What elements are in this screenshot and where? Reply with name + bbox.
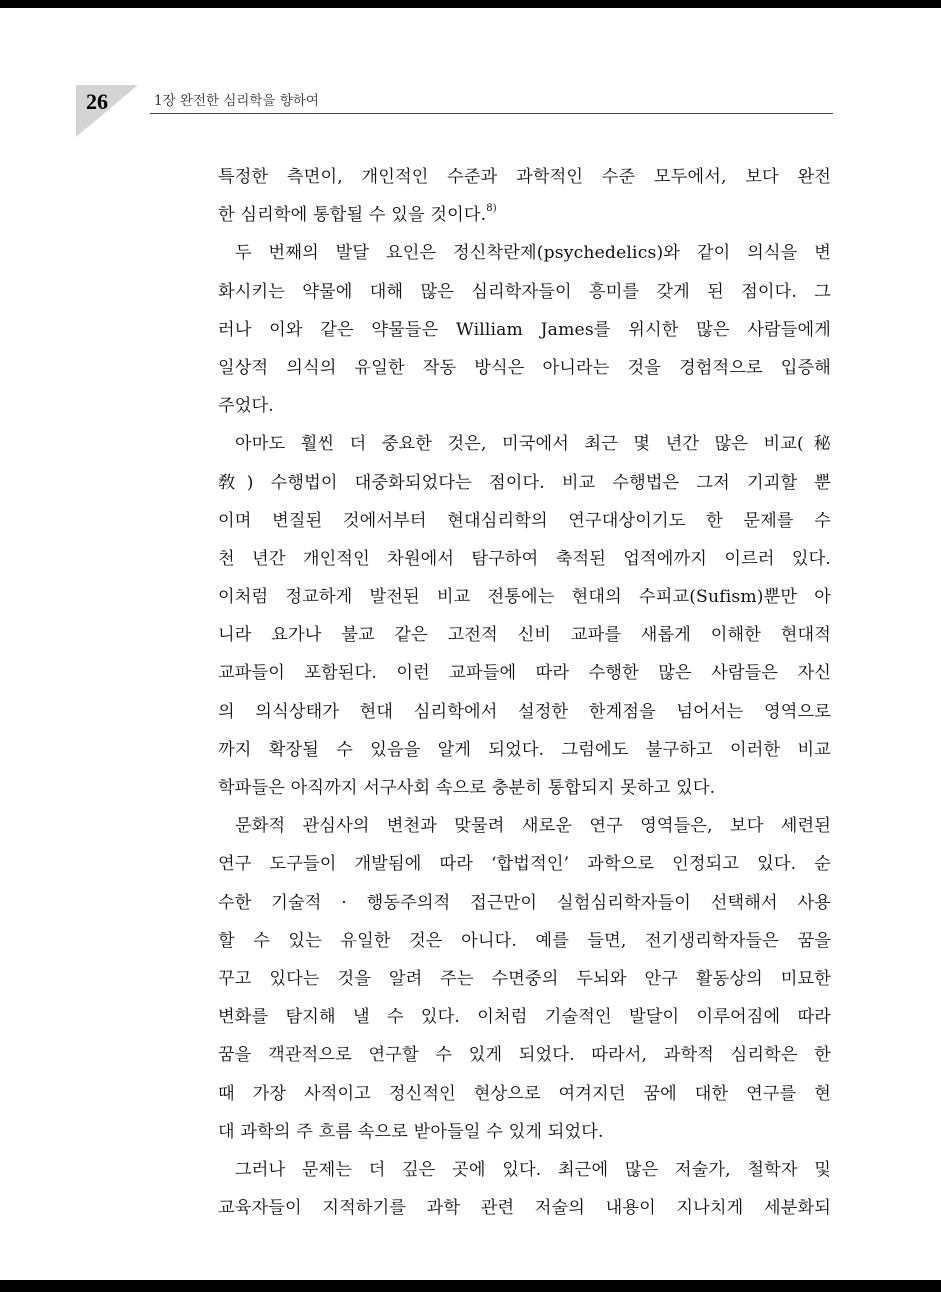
text-line: 꾸고 있다는 것을 알려 주는 수면중의 두뇌와 안구 활동상의 미묘한 [218,968,831,989]
text-line: 꿈을 객관적으로 연구할 수 있게 되었다. 따라서, 과학적 심리학은 한 [218,1045,831,1066]
footnote-ref[interactable]: 8) [486,203,497,215]
text-line: 교육자들이 지적하기를 과학 관련 저술의 내용이 지나치게 세분화되 [218,1198,831,1219]
text-line: 주었다. [218,396,274,417]
text-line: 일상적 의식의 유일한 작동 방식은 아니라는 것을 경험적으로 입증해 [218,357,831,378]
page-number: 26 [86,89,108,114]
bottom-border [0,1280,941,1292]
text-line: 대 과학의 주 흐름 속으로 받아들일 수 있게 되었다. [218,1121,604,1142]
text-line: 이며 변질된 것에서부터 현대심리학의 연구대상이기도 한 문제를 수 [218,510,831,531]
text-line: 러나 이와 같은 약물들은 William James를 위시한 많은 사람들에게 [218,319,831,340]
paragraph-start-line: 아마도 훨씬 더 중요한 것은, 미국에서 최근 몇 년간 많은 비교(秘 [235,434,831,455]
text-line: 변화를 탐지해 낼 수 있다. 이처럼 기술적인 발달이 이루어짐에 따라 [218,1007,831,1028]
text-line: 수한 기술적 · 행동주의적 접근만이 실험심리학자들이 선택해서 사용 [218,892,831,913]
text-line [218,196,831,234]
text-line-content: 한 심리학에 통합될 수 있을 것이다. [218,205,487,226]
text-line: 의 의식상태가 현대 심리학에서 설정한 한계점을 넘어서는 영역으로 [218,701,831,722]
text-line: 까지 확장될 수 있음을 알게 되었다. 그럼에도 불구하고 이러한 비교 [218,739,831,760]
text-line: 교파들이 포함된다. 이런 교파들에 따라 수행한 많은 사람들은 자신 [218,663,831,684]
text-line: 연구 도구들이 개발됨에 따라 ‘합법적인’ 과학으로 인정되고 있다. 순 [218,854,831,875]
text-line: 때 가장 사적이고 정신적인 현상으로 여겨지던 꿈에 대한 연구를 현 [218,1083,831,1104]
text-line: 할 수 있는 유일한 것은 아니다. 예를 들면, 전기생리학자들은 꿈을 [218,930,831,951]
top-border [0,0,941,8]
body-text [218,158,831,1227]
text-line: 특정한 측면이, 개인적인 수준과 과학적인 수준 모두에서, 보다 완전 [218,167,831,187]
running-head: 1장 완전한 심리학을 향하여 [154,93,319,109]
text-line: 학파들은 아직까지 서구사회 속으로 충분히 통합되지 못하고 있다. [218,778,716,798]
text-line: 천 년간 개인적인 차원에서 탐구하여 축적된 업적에까지 이르러 있다. [218,548,831,569]
text-line: 니라 요가나 불교 같은 고전적 신비 교파를 새롭게 이해한 현대적 [218,625,831,646]
paragraph-start-line: 문화적 관심사의 변천과 맞물려 새로운 연구 영역들은, 보다 세련된 [235,816,831,837]
paragraph-start-line: 두 번째의 발달 요인은 정신착란제(psychedelics)와 같이 의식을 변 [235,243,831,264]
header-rule [150,113,833,114]
text-line: 敎) 수행법이 대중화되었다는 점이다. 비교 수행법은 그저 기괴할 뿐 [218,472,831,493]
text-line: 화시키는 약물에 대해 많은 심리학자들이 흥미를 갖게 된 점이다. 그 [218,281,831,302]
paragraph-start-line: 그러나 문제는 더 깊은 곳에 있다. 최근에 많은 저술가, 철학자 및 [235,1159,831,1180]
text-line: 이처럼 정교하게 발전된 비교 전통에는 현대의 수피교(Sufism)뿐만 아 [218,587,831,608]
